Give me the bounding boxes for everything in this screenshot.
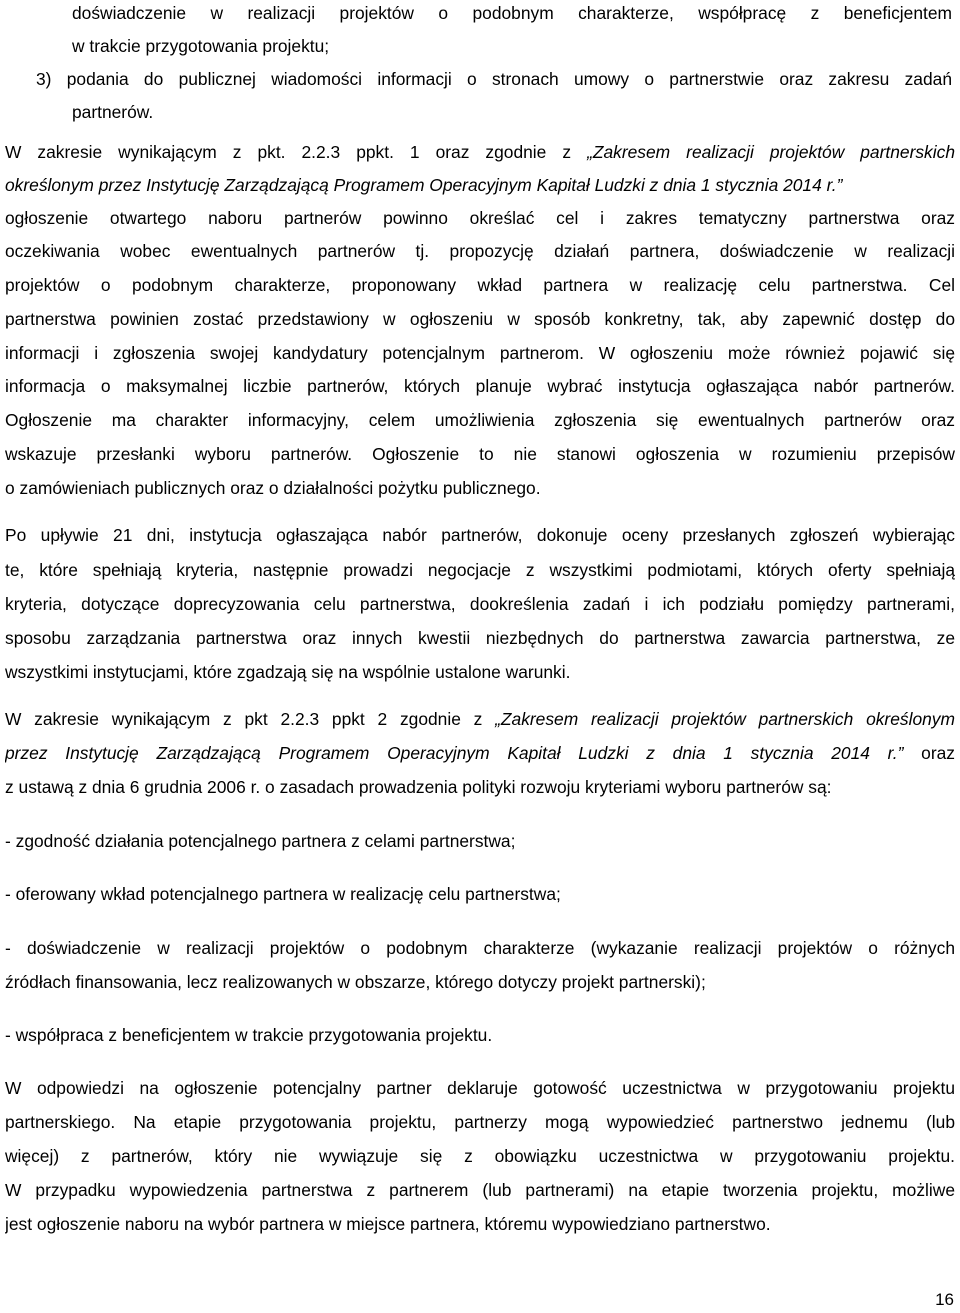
text-line: W przypadku wypowiedzenia partnerstwa z partnerem (lub partnerami) na etapie tworzenia projektu, możliwe [5,1180,955,1200]
text-line: informacji i zgłoszenia swojej kandydatury potencjalnym partnerom. W ogłoszeniu może również pojawić się [5,343,955,363]
text-line: partnerów. [72,102,154,122]
text-line [5,706,955,732]
text-line [5,139,955,165]
text-line [5,740,955,766]
text-line: doświadczenie w realizacji projektów o podobnym charakterze, współpracę z beneficjentem [72,3,952,23]
text-line: projektów o podobnym charakterze, proponowany wkład partnera w realizację celu partnerstwa. Cel [5,275,955,295]
list-item-3: 3) podania do publicznej wiadomości informacji o stronach umowy o partnerstwie oraz zakresu zadań [36,69,952,89]
criteria-item: - zgodność działania potencjalnego partnera z celami partnerstwa; [5,831,516,851]
criteria-item: - współpraca z beneficjentem w trakcie przygotowania projektu. [5,1025,493,1045]
text-line: Ogłoszenie ma charakter informacyjny, celem umożliwienia zgłoszenia się ewentualnych partnerów oraz [5,410,955,430]
criteria-item: - oferowany wkład potencjalnego partnera w realizację celu partnerstwa; [5,884,561,904]
text-line: Po upływie 21 dni, instytucja ogłaszająca nabór partnerów, dokonuje oceny przesłanych zgłoszeń wybierając [5,525,955,545]
text-line: partnerskiego. Na etapie przygotowania projektu, partnerzy mogą wypowiedzieć partnerstwo jednemu (lub [5,1112,955,1132]
italic-reference-line: określonym przez Instytucję Zarządzającą Programem Operacyjnym Kapitał Ludzki z dnia 1 stycznia 2014 r.” [5,175,843,195]
text-line: oczekiwania wobec ewentualnych partnerów tj. propozycję działań partnera, doświadczenie w realizacji [5,241,955,261]
text-line: kryteria, dotyczące doprecyzowania celu partnerstwa, dookreślenia zadań i ich podziału pomiędzy partnerami, [5,594,955,614]
text-span: W zakresie wynikającym z pkt 2.2.3 ppkt 2 zgodnie z [5,709,496,729]
text-line: informacja o maksymalnej liczbie partnerów, których planuje wybrać instytucja ogłaszająca nabór partnerów. [5,376,955,396]
criteria-item: - doświadczenie w realizacji projektów o podobnym charakterze (wykazanie realizacji projektów o różnych [5,938,955,958]
text-line: wskazuje przesłanki wyboru partnerów. Ogłoszenie to nie stanowi ogłoszenia w rozumieniu przepisów [5,444,955,464]
italic-reference: „Zakresem realizacji projektów partnerskich [587,142,955,162]
italic-reference: przez Instytucję Zarządzającą Programem Operacyjnym Kapitał Ludzki z dnia 1 stycznia 2014 r.” [5,743,904,763]
text-span: oraz [903,743,955,763]
page-number: 16 [935,1290,954,1309]
italic-reference: „Zakresem realizacji projektów partnerskich określonym [495,709,955,729]
text-line: z ustawą z dnia 6 grudnia 2006 r. o zasadach prowadzenia polityki rozwoju kryteriami wyboru partnerów są: [5,777,832,797]
text-line: w trakcie przygotowania projektu; [72,36,330,56]
text-span: W zakresie wynikającym z pkt. 2.2.3 ppkt. 1 oraz zgodnie z [5,142,588,162]
text-line: partnerstwa powinien zostać przedstawiony w ogłoszeniu w sposób konkretny, tak, aby zapewnić dostęp do [5,309,955,329]
text-line: ogłoszenie otwartego naboru partnerów powinno określać cel i zakres tematyczny partnerstwa oraz [5,208,955,228]
text-line: sposobu zarządzania partnerstwa oraz innych kwestii niezbędnych do partnerstwa zawarcia partnerstwa, ze [5,628,955,648]
text-line: wszystkimi instytucjami, które zgadzają się na wspólnie ustalone warunki. [5,662,571,682]
text-line: o zamówieniach publicznych oraz o działalności pożytku publicznego. [5,478,541,498]
text-line: W odpowiedzi na ogłoszenie potencjalny partner deklaruje gotowość uczestnictwa w przygotowaniu projektu [5,1078,955,1098]
text-line: jest ogłoszenie naboru na wybór partnera w miejsce partnera, któremu wypowiedziano partnerstwo. [5,1214,771,1234]
text-line: źródłach finansowania, lecz realizowanych w obszarze, którego dotyczy projekt partnerski); [5,972,706,992]
text-line: te, które spełniają kryteria, następnie prowadzi negocjacje z wszystkimi podmiotami, których oferty spełniają [5,560,955,580]
text-line: więcej) z partnerów, który nie wywiązuje się z obowiązku uczestnictwa w przygotowaniu projektu. [5,1146,955,1166]
